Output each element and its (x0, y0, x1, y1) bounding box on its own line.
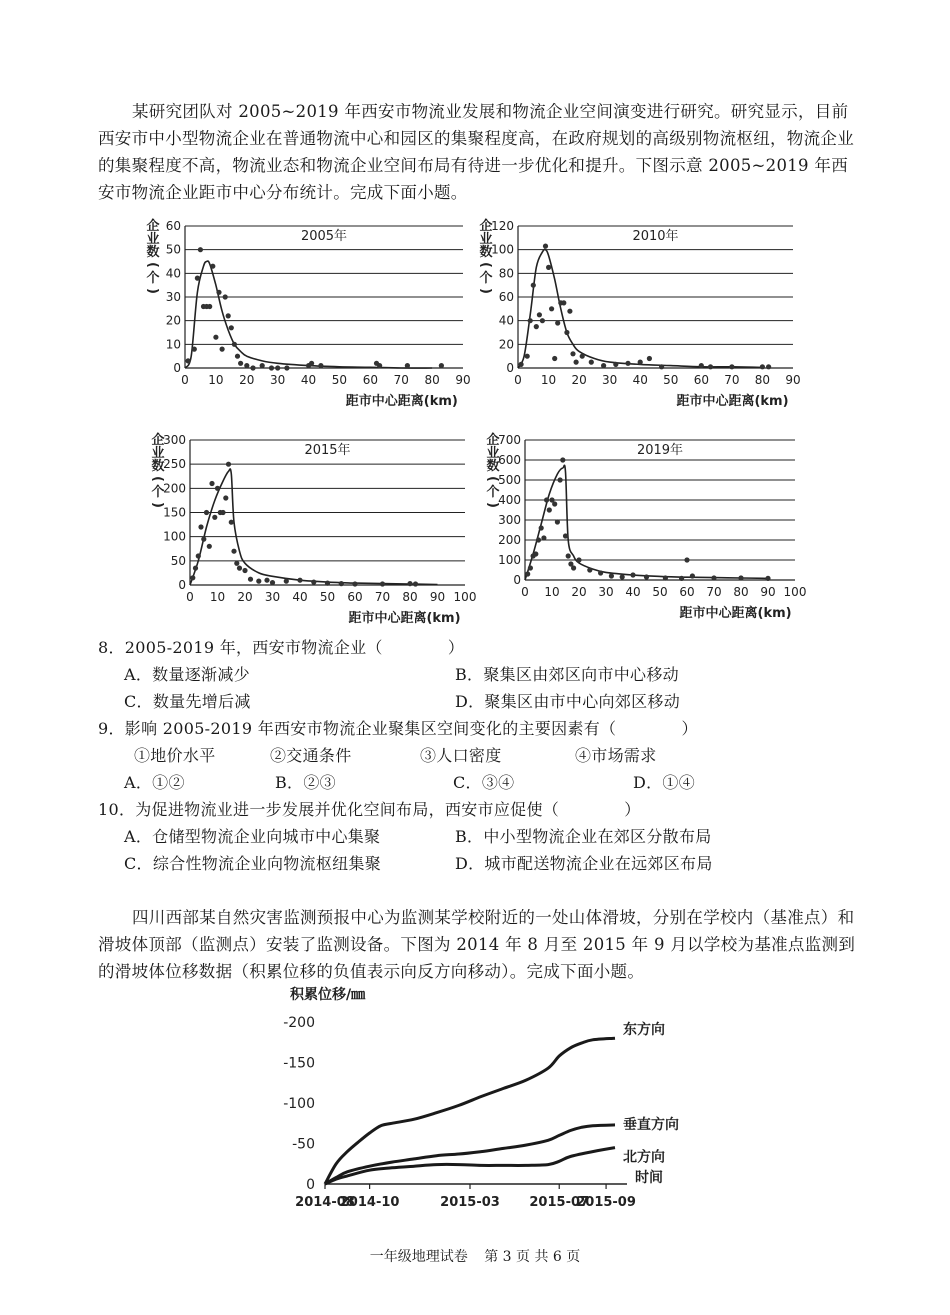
series-line-0 (325, 1038, 615, 1184)
data-point (260, 363, 265, 368)
data-point (209, 481, 214, 486)
y-tick-label-40: 40 (498, 313, 514, 328)
chart-2010 (470, 218, 810, 408)
data-point (711, 575, 716, 580)
data-point (309, 361, 314, 366)
data-point (234, 561, 239, 566)
data-point (601, 363, 606, 368)
x-tick-label-80: 80 (424, 373, 440, 387)
chart-2005-svg (140, 218, 480, 408)
y-tick-label-600: 600 (498, 453, 521, 467)
data-point (555, 320, 560, 325)
question-8-stem: 8．2005-2019 年，西安市物流企业（ ） (98, 638, 465, 657)
y-axis-label-char: ( (150, 476, 165, 482)
x-tick-label-2015-03: 2015-03 (440, 1195, 500, 1210)
data-point (519, 362, 524, 367)
x-tick-label-80: 80 (754, 373, 771, 387)
data-point (663, 575, 668, 580)
y-tick-label-60: 60 (498, 290, 514, 304)
data-point (207, 304, 212, 309)
y-tick-label-0: 0 (513, 573, 521, 587)
data-point (613, 362, 618, 367)
data-point (544, 497, 549, 502)
chart-title: 2015年 (304, 443, 351, 458)
data-point (207, 544, 212, 549)
data-point (377, 363, 382, 368)
y-axis-label-char: 企 (486, 433, 500, 448)
data-point (738, 575, 743, 580)
x-tick-label-70: 70 (374, 590, 391, 604)
data-point (235, 354, 240, 359)
x-tick-label-30: 30 (264, 590, 281, 604)
y-tick-label-20: 20 (498, 337, 514, 352)
data-point (210, 264, 215, 269)
data-point (193, 566, 198, 571)
data-point (536, 537, 541, 542)
series-label-2: 北方向 (623, 1149, 665, 1166)
data-point (567, 309, 572, 314)
data-point (729, 364, 734, 369)
data-point (609, 573, 614, 578)
y-axis-label-char: 数 (479, 245, 493, 260)
x-tick-label-90: 90 (455, 373, 471, 387)
data-point (765, 576, 770, 581)
q8-option-c: C．数量先增后减 (124, 692, 251, 711)
y-axis-label-char: 业 (146, 232, 160, 247)
x-tick-label-50: 50 (319, 590, 336, 604)
intro2-text: 四川西部某自然灾害监测预报中心为监测某学校附近的一处山体滑坡，分别在学校内（基准点）和滑坡体顶部（监测点）安装了监测设备。下图为 2014 年 8 月至 2015 年 9 月以学校为基准点监测到的滑坡体位移数据（积累位移的负值表示向反方向移动）。完成下面小题。 (98, 908, 856, 981)
data-point (699, 363, 704, 368)
y-tick-label--150: -150 (283, 1055, 315, 1072)
y-tick-label-300: 300 (163, 433, 186, 447)
data-point (541, 535, 546, 540)
q10-option-d: D．城市配送物流企业在远郊区布局 (455, 854, 713, 873)
y-axis-label-char: 数 (151, 459, 165, 474)
chart-landslide-svg (270, 985, 690, 1225)
data-point (325, 581, 330, 586)
data-point (684, 557, 689, 562)
x-tick-label-70: 70 (706, 585, 722, 599)
data-point (231, 549, 236, 554)
x-tick-label-30: 30 (602, 373, 618, 387)
y-tick-label-40: 40 (165, 266, 181, 281)
data-point (192, 347, 197, 352)
data-point (647, 356, 652, 361)
data-point (546, 265, 551, 270)
data-point (297, 578, 302, 583)
x-tick-label-70: 70 (724, 373, 740, 387)
y-axis-label-char: ) (485, 502, 500, 508)
data-point (284, 365, 289, 370)
x-tick-label-30: 30 (270, 373, 286, 387)
x-axis-label: 距市中心距离(km) (676, 394, 789, 409)
page-footer (0, 1246, 950, 1266)
data-point (549, 306, 554, 311)
data-point (766, 364, 771, 369)
trend-curve (518, 249, 762, 368)
intro-text: 某研究团队对 2005~2019 年西安市物流业发展和物流企业空间演变进行研究。研究显示，目前西安市中小型物流企业在普通物流中心和园区的集聚程度高，在政府规划的高级别物流枢纽，物流企业的集聚程度不高，物流业态和物流企业空间布局有待进一步优化和提升。下图示意 2005~2019 年西安市物流企业距市中心分布统计。完成下面小题。 (98, 102, 854, 202)
question-10-stem: 10．为促进物流业进一步发展并优化空间布局，西安市应促使（ ） (98, 800, 641, 819)
data-point (186, 358, 191, 363)
x-tick-label-20: 20 (237, 590, 253, 604)
data-point (269, 365, 274, 370)
data-point (223, 495, 228, 500)
q9-item-3: ③人口密度 (420, 746, 502, 765)
data-point (679, 576, 684, 581)
data-point (244, 363, 249, 368)
y-tick-label-50: 50 (165, 242, 181, 257)
data-point (275, 365, 280, 370)
q9-option-a: A．①② (124, 773, 185, 792)
y-axis-label-char: ( (478, 262, 493, 268)
x-axis-label: 距市中心距离(km) (679, 606, 792, 621)
data-point (216, 290, 221, 295)
data-point (380, 581, 385, 586)
data-point (528, 565, 533, 570)
data-point (220, 510, 225, 515)
series-label-1: 垂直方向 (623, 1116, 679, 1133)
y-tick-label-250: 250 (163, 457, 186, 472)
x-axis-label: 距市中心距离(km) (345, 394, 458, 409)
data-point (229, 325, 234, 330)
data-point (413, 581, 418, 586)
trend-curve (190, 469, 438, 585)
y-tick-label-150: 150 (163, 505, 186, 520)
y-tick-label-300: 300 (498, 513, 521, 527)
data-point (232, 342, 237, 347)
data-point (531, 283, 536, 288)
chart-title: 2005年 (300, 229, 348, 244)
q8-option-b: B．聚集区由郊区向市中心移动 (455, 665, 679, 684)
data-point (264, 578, 269, 583)
x-tick-label-0: 0 (514, 373, 522, 387)
x-axis-label: 时间 (635, 1170, 663, 1186)
y-tick-label-120: 120 (491, 219, 514, 233)
data-point (220, 347, 225, 352)
x-tick-label-50: 50 (663, 373, 679, 387)
x-tick-label-40: 40 (292, 590, 308, 604)
x-tick-label-60: 60 (679, 585, 695, 599)
q9-option-d: D．①④ (633, 773, 696, 792)
data-point (555, 519, 560, 524)
data-point (270, 580, 275, 585)
x-tick-label-40: 40 (300, 373, 317, 387)
data-point (547, 507, 552, 512)
data-point (558, 477, 563, 482)
x-tick-label-80: 80 (402, 590, 418, 604)
x-tick-label-2015-07: 2015-07 (529, 1195, 590, 1210)
data-point (587, 567, 592, 572)
q9-item-4: ④市场需求 (575, 746, 657, 765)
y-tick-label-50: 50 (170, 553, 186, 568)
chart-2010-svg (470, 218, 810, 408)
footer-page-number: 第 3 页 共 6 页 (484, 1249, 581, 1265)
y-tick-label-20: 20 (165, 313, 181, 328)
y-tick-label-0: 0 (306, 1177, 315, 1193)
data-point (238, 361, 243, 366)
data-point (625, 361, 630, 366)
x-tick-label-90: 90 (429, 590, 446, 604)
data-point (630, 572, 635, 577)
q10-option-b: B．中小型物流企业在郊区分散布局 (455, 827, 712, 846)
x-tick-label-2014-10: 2014-10 (339, 1195, 400, 1210)
x-tick-label-10: 10 (208, 373, 224, 387)
data-point (708, 364, 713, 369)
data-point (534, 324, 539, 329)
question-9-stem: 9．影响 2005-2019 年西安市物流企业聚集区空间变化的主要因素有（ ） (98, 719, 698, 738)
x-tick-label-2014-08: 2014-08 (295, 1195, 355, 1210)
x-tick-label-90: 90 (760, 585, 776, 599)
x-tick-label-60: 60 (362, 373, 378, 387)
chart-landslide-displacement (270, 985, 690, 1225)
y-axis-label-char: 业 (479, 232, 493, 247)
data-point (690, 573, 695, 578)
chart-2019 (470, 432, 815, 627)
data-point (659, 364, 664, 369)
y-tick-label--200: -200 (283, 1015, 315, 1031)
chart-2015-svg (140, 432, 490, 627)
series-label-0: 东方向 (623, 1022, 665, 1039)
q9-item-1: ①地价水平 (134, 746, 216, 765)
data-point (198, 524, 203, 529)
y-axis-label-char: 数 (146, 245, 160, 260)
y-tick-label-200: 200 (163, 481, 186, 496)
intro-paragraph-landslide (98, 904, 858, 985)
y-tick-label-200: 200 (498, 533, 521, 547)
data-point (439, 363, 444, 368)
y-axis-label-char: 企 (479, 219, 493, 234)
q10-option-a: A．仓储型物流企业向城市中心集聚 (124, 827, 381, 846)
y-axis-label-char: ) (145, 288, 160, 294)
x-tick-label-70: 70 (393, 373, 409, 387)
data-point (539, 525, 544, 530)
data-point (250, 365, 255, 370)
data-point (638, 360, 643, 365)
q9-option-c: C．③④ (453, 773, 515, 792)
chart-title: 2019年 (636, 443, 684, 458)
data-point (570, 351, 575, 356)
y-tick-label-0: 0 (506, 361, 514, 375)
data-point (201, 537, 206, 542)
chart-2019-svg (470, 432, 815, 627)
data-point (213, 335, 218, 340)
y-axis-label-char: 个 (479, 271, 493, 286)
x-tick-label-40: 40 (632, 373, 648, 387)
y-tick-label-30: 30 (165, 290, 181, 304)
data-point (561, 300, 566, 305)
data-point (563, 533, 568, 538)
data-point (226, 462, 231, 467)
data-point (580, 354, 585, 359)
data-point (204, 510, 209, 515)
data-point (574, 360, 579, 365)
q9-option-b: B．②③ (275, 773, 336, 792)
data-point (352, 581, 357, 586)
y-tick-label-0: 0 (178, 578, 186, 592)
data-point (760, 364, 765, 369)
x-tick-label-20: 20 (239, 373, 255, 387)
x-axis-label: 距市中心距离(km) (348, 611, 461, 626)
y-axis-label-char: 个 (146, 271, 160, 286)
x-tick-label-100: 100 (453, 590, 477, 604)
chart-2015 (140, 432, 490, 627)
x-tick-label-60: 60 (347, 590, 363, 604)
data-point (528, 318, 533, 323)
data-point (339, 581, 344, 586)
y-tick-label-100: 100 (491, 242, 514, 257)
y-axis-label-char: ) (150, 502, 165, 508)
footer-exam-name: 一年级地理试卷 (369, 1249, 468, 1265)
x-tick-label-40: 40 (625, 585, 641, 599)
data-point (589, 360, 594, 365)
x-tick-label-0: 0 (521, 585, 529, 599)
data-point (407, 581, 412, 586)
data-point (237, 566, 242, 571)
intro-paragraph-logistics (98, 98, 858, 206)
data-point (525, 571, 530, 576)
chart-title: 2010年 (632, 229, 679, 244)
y-tick-label-80: 80 (498, 266, 514, 281)
x-tick-label-20: 20 (571, 585, 587, 599)
y-axis-label-char: 企 (151, 433, 165, 448)
y-tick-label-700: 700 (498, 433, 521, 447)
trend-curve (525, 465, 768, 580)
y-tick-label-0: 0 (173, 361, 181, 375)
y-tick-label-60: 60 (165, 219, 181, 233)
x-tick-label-80: 80 (733, 585, 749, 599)
y-tick-label-10: 10 (165, 337, 181, 352)
data-point (533, 551, 538, 556)
y-axis-label-char: 数 (486, 459, 500, 474)
y-axis-label: 积累位移/㎜ (290, 987, 366, 1003)
y-tick-label-100: 100 (163, 529, 186, 544)
data-point (564, 330, 569, 335)
q9-item-2: ②交通条件 (270, 746, 352, 765)
data-point (552, 356, 557, 361)
x-tick-label-0: 0 (181, 373, 189, 387)
y-axis-label-char: ( (485, 476, 500, 482)
y-axis-label-char: ( (145, 262, 160, 268)
y-axis-label-char: 业 (486, 446, 500, 461)
data-point (644, 574, 649, 579)
x-tick-label-10: 10 (540, 373, 557, 387)
data-point (318, 363, 323, 368)
data-point (540, 318, 545, 323)
data-point (571, 565, 576, 570)
data-point (195, 276, 200, 281)
y-axis-label-char: 个 (486, 485, 500, 500)
data-point (226, 313, 231, 318)
data-point (566, 553, 571, 558)
data-point (215, 486, 220, 491)
y-axis-label-char: 业 (151, 446, 165, 461)
data-point (311, 580, 316, 585)
y-tick-label--100: -100 (283, 1096, 315, 1112)
data-point (196, 553, 201, 558)
data-point (284, 579, 289, 584)
y-tick-label--50: -50 (292, 1136, 315, 1153)
x-tick-label-10: 10 (544, 585, 560, 599)
y-axis-label-char: 个 (151, 485, 165, 500)
data-point (525, 354, 530, 359)
data-point (560, 457, 565, 462)
q8-option-d: D．聚集区由市中心向郊区移动 (455, 692, 681, 711)
data-point (242, 568, 247, 573)
q8-option-a: A．数量逐渐减少 (124, 665, 250, 684)
data-point (248, 577, 253, 582)
x-tick-label-50: 50 (331, 373, 348, 387)
data-point (198, 247, 203, 252)
data-point (190, 575, 195, 580)
data-point (543, 244, 548, 249)
x-tick-label-0: 0 (186, 590, 194, 604)
chart-2005 (140, 218, 480, 408)
data-point (620, 574, 625, 579)
y-tick-label-100: 100 (498, 553, 521, 567)
x-tick-label-60: 60 (693, 373, 709, 387)
data-point (212, 515, 217, 520)
x-tick-label-50: 50 (652, 585, 668, 599)
y-tick-label-400: 400 (498, 493, 521, 507)
x-tick-label-100: 100 (783, 585, 807, 599)
x-tick-label-90: 90 (785, 373, 801, 387)
trend-curve (185, 261, 432, 368)
x-tick-label-20: 20 (571, 373, 587, 387)
y-tick-label-500: 500 (498, 473, 521, 487)
y-axis-label-char: 企 (146, 219, 160, 234)
y-axis-label-char: ) (478, 288, 493, 294)
x-tick-label-2015-09: 2015-09 (576, 1195, 636, 1210)
data-point (256, 579, 261, 584)
data-point (598, 570, 603, 575)
data-point (405, 363, 410, 368)
x-tick-label-30: 30 (598, 585, 614, 599)
data-point (537, 312, 542, 317)
x-tick-label-10: 10 (209, 590, 226, 604)
data-point (552, 501, 557, 506)
data-point (576, 557, 581, 562)
data-point (229, 520, 234, 525)
data-point (223, 294, 228, 299)
q10-option-c: C．综合性物流企业向物流枢纽集聚 (124, 854, 382, 873)
